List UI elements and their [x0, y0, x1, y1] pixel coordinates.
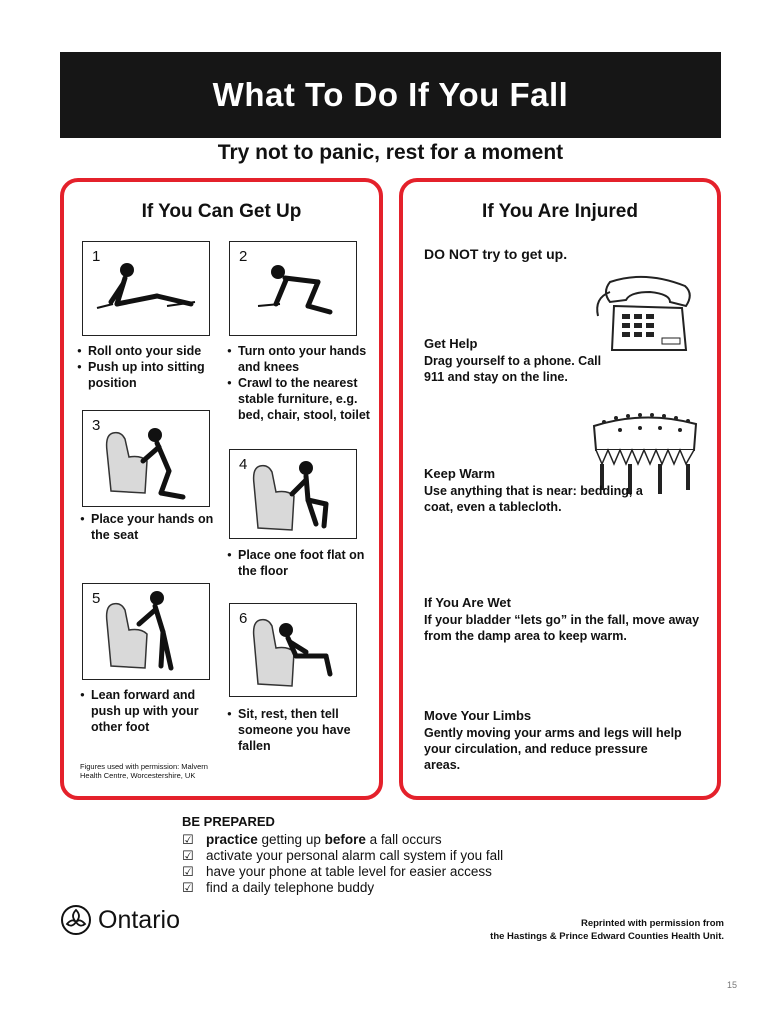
ontario-logo: Ontario: [60, 903, 180, 937]
step-3-figure: [82, 410, 210, 507]
warning-text: DO NOT try to get up.: [424, 246, 568, 262]
section-text: Gently moving your arms and legs will help your circulation, and reduce pressure areas.: [424, 726, 682, 772]
step-1-figure: [82, 241, 210, 336]
list-item: ☑ find a daily telephone buddy: [182, 880, 375, 895]
fallen-person-sitting-icon: [83, 242, 211, 337]
step-number: 1: [92, 248, 101, 265]
list-item: ☑ practice getting up before a fall occurs: [182, 832, 442, 847]
step-4-instructions: [227, 547, 377, 579]
checkmark-icon: ☑: [182, 832, 194, 847]
person-on-hands-and-knees-icon: [230, 242, 358, 337]
step-number: 3: [92, 417, 101, 434]
person-kneeling-at-chair-icon: [83, 411, 211, 508]
section-text: Use anything that is near: bedding, a coat, even a tablecloth.: [424, 484, 643, 514]
subtitle: Try not to panic, rest for a moment: [217, 141, 564, 164]
list-item: ● Lean forward and push up with your other foot: [80, 687, 225, 735]
page-title: What To Do If You Fall: [60, 52, 721, 138]
step-5-instructions: [80, 687, 225, 735]
person-one-foot-on-floor-icon: [230, 450, 358, 540]
checkmark-icon: ☑: [182, 848, 194, 863]
step-3-instructions: [80, 511, 225, 543]
section-heading: Get Help: [424, 336, 478, 351]
step-number: 5: [92, 590, 101, 607]
section-heading: If You Are Wet: [424, 595, 511, 610]
list-item: ● Crawl to the nearest stable furniture, e.g. bed, chair, stool, toilet: [227, 375, 377, 423]
list-item: ● Place one foot flat on the floor: [227, 547, 377, 579]
person-pushing-up-icon: [83, 584, 211, 681]
list-item: ● Turn onto your hands and knees: [227, 343, 377, 375]
step-number: 2: [239, 248, 248, 265]
person-seated-in-chair-icon: [230, 604, 358, 698]
section-text: If your bladder “lets go” in the fall, move away from the damp area to keep warm.: [424, 613, 700, 643]
reprint-credit: Reprinted with permission from the Hastings & Prince Edward Counties Health Unit.: [490, 918, 724, 942]
right-panel-title: If You Are Injured: [482, 201, 638, 222]
list-item: ● Place your hands on the seat: [80, 511, 225, 543]
list-item: ☑ activate your personal alarm call system if you fall: [182, 848, 504, 863]
section-heading: Move Your Limbs: [424, 708, 532, 723]
step-5-figure: [82, 583, 210, 680]
section-heading: BE PREPARED: [182, 814, 275, 829]
figure-credit: Figures used with permission: Malvern Health Centre, Worcestershire, UK: [80, 762, 208, 780]
list-item: ● Roll onto your side: [77, 343, 222, 359]
trillium-icon: [60, 904, 92, 936]
step-6-instructions: [227, 706, 377, 754]
checkmark-icon: ☑: [182, 880, 194, 895]
step-4-figure: [229, 449, 357, 539]
section-heading: Keep Warm: [424, 466, 496, 481]
checkmark-icon: ☑: [182, 864, 194, 879]
step-2-figure: [229, 241, 357, 336]
telephone-icon: [590, 272, 700, 362]
step-number: 4: [239, 456, 248, 473]
list-item: ☑ have your phone at table level for easier access: [182, 864, 492, 879]
section-text: Drag yourself to a phone. Call 911 and stay on the line.: [424, 354, 602, 384]
step-6-figure: [229, 603, 357, 697]
step-number: 6: [239, 610, 248, 627]
list-item: ● Push up into sitting position: [77, 359, 222, 391]
be-prepared-section: [182, 814, 602, 896]
step-1-instructions: [77, 343, 222, 391]
left-panel-title: If You Can Get Up: [141, 201, 302, 222]
list-item: ● Sit, rest, then tell someone you have fallen: [227, 706, 377, 754]
page-number: 15: [726, 980, 737, 990]
step-2-instructions: [227, 343, 377, 423]
